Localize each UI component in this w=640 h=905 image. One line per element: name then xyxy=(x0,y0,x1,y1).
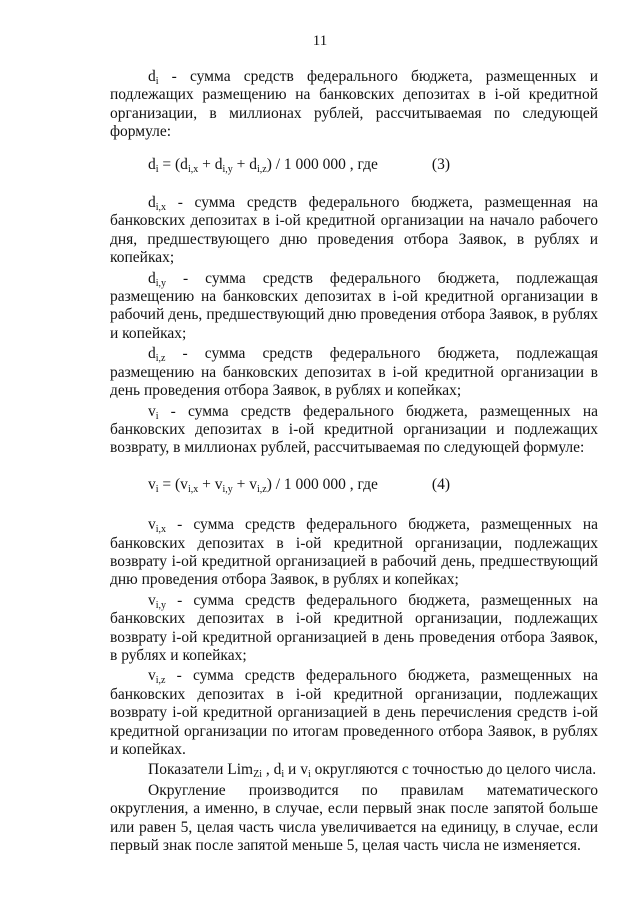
subscript: i,z xyxy=(257,163,267,175)
subscript: i,y xyxy=(155,599,167,611)
formula-part: + v xyxy=(198,475,223,493)
subscript: i,z xyxy=(155,353,166,365)
definition-text: - сумма средств федерального бюджета, размещенных на банковских депозитах в i-ой кредитной организации, подлежащих возврату i-ой кредитной организацией в день проведения отбора Заявок, в рублях и копейках; xyxy=(110,591,598,664)
formula-part: = (d xyxy=(158,155,188,173)
text: и v xyxy=(284,761,308,779)
subscript: i xyxy=(307,769,311,781)
definition-d-iy xyxy=(110,270,598,344)
subscript: i xyxy=(155,76,159,87)
formula-3 xyxy=(110,156,598,174)
subscript: i,z xyxy=(257,483,267,495)
subscript: i xyxy=(155,163,159,175)
subscript: i,x xyxy=(155,202,167,214)
definition-text: - сумма средств федерального бюджета, размещенных на банковских депозитах в i-ой кредитной организации, подлежащих возврату i-ой кредитной организацией в день перечисления средств i-ой кредитной организации по итогам проведенного отбора Заявок, в рублях и копейках. xyxy=(110,667,598,758)
definition-text: - сумма средств федерального бюджета, подлежащая размещению на банковских депозитах в i-ой кредитной организации в рабочий день, предшествующий дню проведения отбора Заявок, в рублях и копейках; xyxy=(110,269,598,342)
subscript: i,x xyxy=(187,163,199,175)
subscript: i,y xyxy=(155,277,167,289)
symbol: d xyxy=(148,194,156,212)
definition-v-iy xyxy=(110,592,598,666)
subscript: i,y xyxy=(222,163,233,175)
formula-part: ) / 1 000 000 , где xyxy=(266,155,378,173)
symbol: d xyxy=(148,345,156,363)
formula-lhs: v xyxy=(148,475,156,493)
formula-number: (3) xyxy=(431,155,450,173)
subscript: i,x xyxy=(187,483,199,495)
symbol: d xyxy=(148,68,156,85)
formula-lhs: d xyxy=(148,155,156,173)
formula-number: (4) xyxy=(431,475,450,493)
definition-text: - сумма средств федерального бюджета, размещенных на банковских депозитах в i-ой кредитной организации и подлежащих возврату, в миллионах рублей, рассчитываемая по следующей формуле: xyxy=(110,402,598,457)
subscript: i,z xyxy=(155,675,166,687)
definition-text: - сумма средств федерального бюджета, размещенных на банковских депозитах в i-ой кредитной организации, подлежащих возврату i-ой кредитной организацией в рабочий день, предшествующий дню проведения отбора Заявок, в рублях и копейках; xyxy=(110,516,598,589)
text: округляются с точностью до целого числа. xyxy=(310,761,597,779)
formula-part: ) / 1 000 000 , где xyxy=(266,475,378,493)
definition-d-iz xyxy=(110,345,598,400)
subscript: i xyxy=(155,483,159,495)
subscript: i xyxy=(155,410,159,422)
subscript: i,y xyxy=(222,483,233,495)
definition-text: - сумма средств федерального бюджета, размещенная на банковских депозитах в i-ой кредитной организации на начало рабочего дня, предшествующего дню проведения отбора Заявок, в рублях и копейках; xyxy=(110,194,598,267)
definition-text: - сумма средств федерального бюджета, подлежащая размещению на банковских депозитах в i-ой кредитной организации в день проведения отбора Заявок, в рублях и копейках; xyxy=(110,345,598,400)
formula-part: = (v xyxy=(158,475,188,493)
definition-d-i xyxy=(110,68,598,142)
symbol: v xyxy=(148,402,156,420)
subscript: i,x xyxy=(155,524,167,536)
document-body xyxy=(110,68,598,855)
symbol: d xyxy=(148,269,156,287)
symbol: v xyxy=(148,591,156,609)
symbol: v xyxy=(148,667,156,685)
formula-4 xyxy=(110,476,598,494)
subscript: i xyxy=(281,769,285,781)
rounding-rule: Округление производится по правилам математического округления, а именно, в случае, если первый знак после запятой больше или равен 5, целая часть числа увеличивается на единицу, в случае, если первый знак после запятой меньше 5, целая часть числа не изменяется. xyxy=(110,781,598,855)
formula-part: + v xyxy=(232,475,257,493)
definition-text: - сумма средств федерального бюджета, размещенных и подлежащих размещению на банковских депозитах в i-ой кредитной организации, в миллионах рублей, рассчитываемая по следующей формуле: xyxy=(110,68,598,141)
definition-v-iz xyxy=(110,667,598,759)
page-number: 11 xyxy=(312,33,328,49)
definition-v-i xyxy=(110,403,598,458)
formula-part: + d xyxy=(198,155,223,173)
text: , d xyxy=(262,761,282,779)
definition-v-ix xyxy=(110,516,598,590)
text: Показатели Lim xyxy=(148,761,254,779)
symbol: v xyxy=(148,516,156,534)
definition-d-ix xyxy=(110,194,598,268)
formula-part: + d xyxy=(232,155,257,173)
rounding-note xyxy=(110,761,598,779)
subscript: Zi xyxy=(253,769,262,781)
